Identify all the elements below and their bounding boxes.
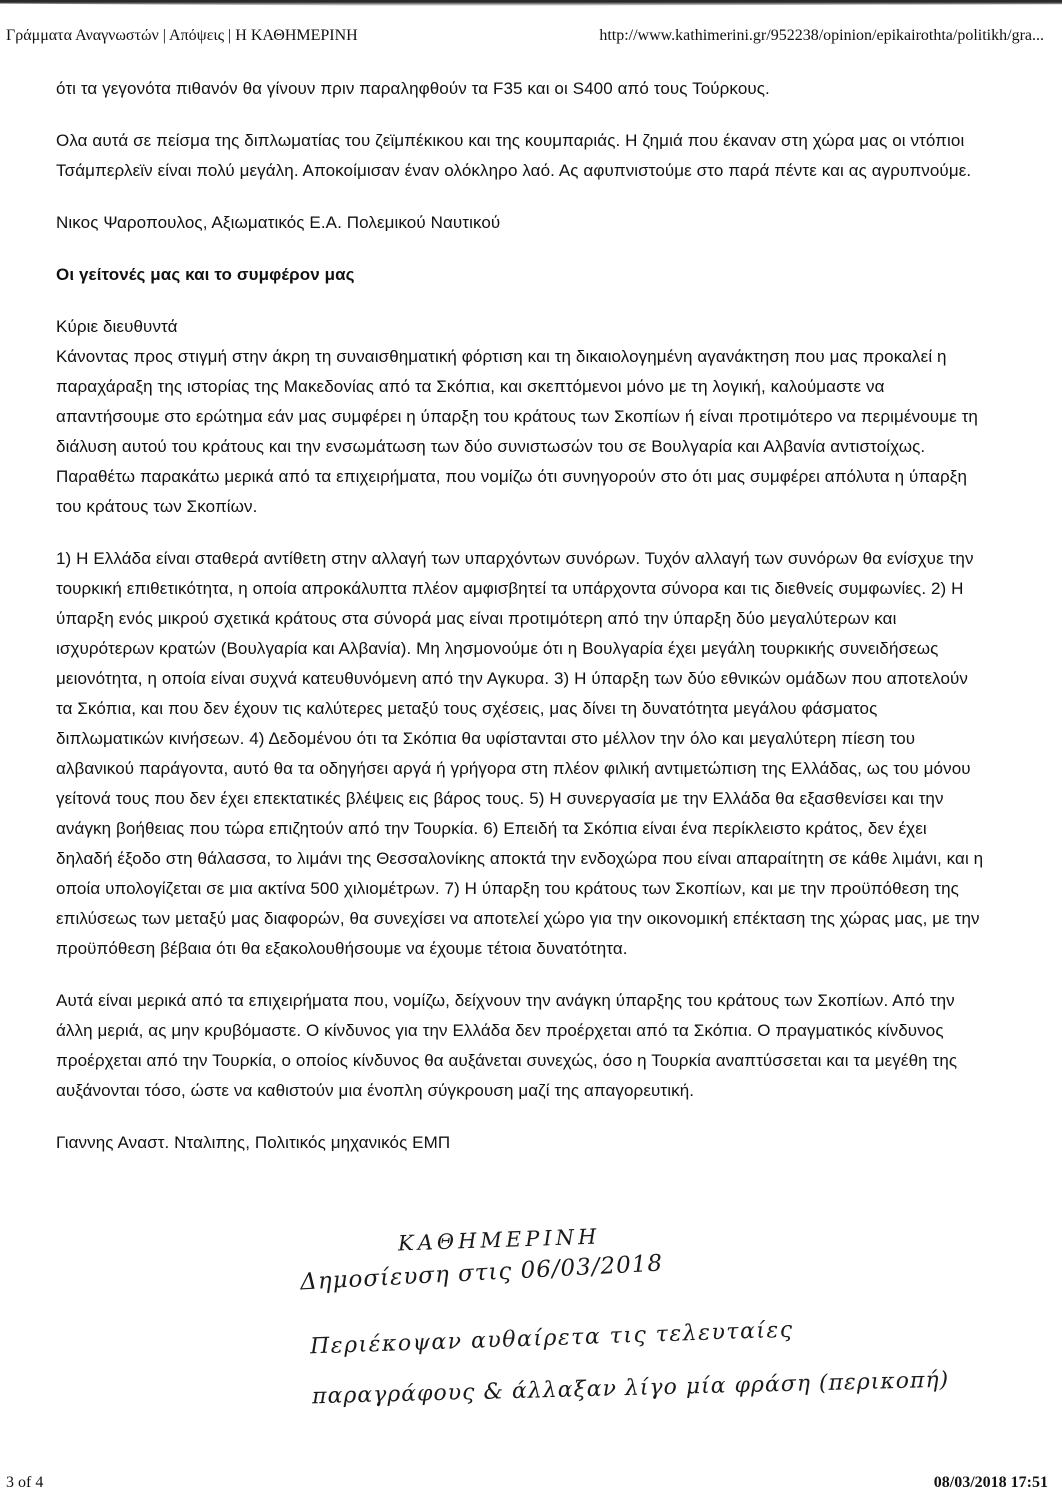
handwritten-comment-line-2: παραγράφους & άλλαξαν λίγο μία φράση (περικοπή) [311,1367,950,1410]
letter2-heading: Οι γείτονές μας και το συμφέρον μας [56,265,355,284]
letter2-paragraph-3: Αυτά είναι μερικά από τα επιχειρήματα που, νομίζω, δείχνουν την ανάγκη ύπαρξης του κράτους των Σκοπίων. Από την άλλη μεριά, ας μην κρυβόμαστε. Ο κίνδυνος για την Ελλάδα δεν προέρχεται από τα Σκόπια. Ο πραγματικός κίνδυνος προέρχεται από την Τουρκία, ο οποίος κίνδυνος θα αυξάνεται συνεχώς, όσο η Τουρκία αναπτύσσεται και τα μεγέθη της αυξάνονται τόσο, ώστε να καθιστούν μια ένοπλη σύγκρουση μαζί της απαγορευτική. [56,991,958,1100]
handwritten-publication-date: Δημοσίευση στις 06/03/2018 [299,1250,664,1296]
document-title: Γράμματα Αναγνωστών | Απόψεις | Η ΚΑΘΗΜΕΡΙΝΗ [6,27,358,44]
letter2-salutation: Κύριε διευθυντά [56,317,178,336]
letter2-paragraph-2: 1) Η Ελλάδα είναι σταθερά αντίθετη στην αλλαγή των υπαρχόντων συνόρων. Τυχόν αλλαγή των συνόρων θα ενίσχυε την τουρκική επιθετικότητα, η οποία απροκάλυπτα πλέον αμφισβητεί τα υπάρχοντα σύνορα και τις διεθνείς συμφωνίες. 2) Η ύπαρξη ενός μικρού σχετικά κράτους στα σύνορά μας είναι προτιμότερη από την ύπαρξη δύο μεγαλύτερων και ισχυρότερων κρατών (Βουλγαρία και Αλβανία). Μη λησμονούμε ότι η Βουλγαρία έχει μεγάλη τουρκικής συνειδήσεως μειονότητα, η οποία είναι συχνά κατευθυνόμενη από την Αγκυρα. 3) Η ύπαρξη των δύο εθνικών ομάδων που αποτελούν τα Σκόπια, και που δεν έχουν τις καλύτερες μεταξύ τους σχέσεις, μας δίνει τη δυνατότητα μεγάλου φάσματος διπλωματικών κινήσεων. 4) Δεδομένου ότι τα Σκόπια θα υφίστανται στο μέλλον την όλο και μεγαλύτερη πίεση του αλβανικού παράγοντα, αυτό θα τα οδηγήσει αργά ή γρήγορα στη πλέον φιλική αντιμετώπιση της Ελλάδας, ως του μόνου γείτονά τους που δεν έχει επεκτατικές βλέψεις εις βάρος τους. 5) Η συνεργασία με την Ελλάδα θα εξασθενίσει και την ανάγκη βοήθειας που τώρα επιζητούν από την Τουρκία. 6) Επειδή τα Σκόπια είναι ένα περίκλειστο κράτος, δεν έχει δηλαδή έξοδο στη θάλασσα, το λιμάνι της Θεσσαλονίκης αποκτά την ενδοχώρα που είναι απαραίτητη σε κάθε λιμάνι, και η οποία υπολογίζεται σε μια ακτίνα 500 χιλιομέτρων. 7) Η ύπαρξη του κράτους των Σκοπίων, και με την προϋπόθεση της επιλύσεως των μεταξύ μας διαφορών, θα συνεχίσει να αποτελεί χώρο για την οικονομική επέκταση της χώρας μας, με την προϋπόθεση βέβαια ότι θα εξακολουθήσουμε να έχουμε τέτοια δυνατότητα. [56,549,984,958]
print-header [6,27,1056,51]
scan-edge-line [0,0,1062,6]
print-timestamp: 08/03/2018 17:51 [933,1474,1048,1491]
handwritten-comment-line-1: Περιέκοψαν αυθαίρετα τις τελευταίες [309,1317,795,1360]
print-footer [6,1474,1056,1496]
letter2-paragraph-1: Κάνοντας προς στιγμή στην άκρη τη συναισθηματική φόρτιση και τη δικαιολογημένη αγανάκτηση που μας προκαλεί η παραχάραξη της ιστορίας της Μακεδονίας από τα Σκόπια, και σκεπτόμενοι μόνο με τη λογική, καλούμαστε να απαντήσουμε στο ερώτημα εάν μας συμφέρει η ύπαρξη του κράτους των Σκοπίων ή είναι προτιμότερο να περιμένουμε τη διάλυση αυτού του κράτους και την ενσωμάτωση των δύο συνιστωσών του σε Βουλγαρία και Αλβανία αντιστοίχως. Παραθέτω παρακάτω μερικά από τα επιχειρήματα, που νομίζω ότι συνηγορούν στο ότι μας συμφέρει απόλυτα η ύπαρξη του κράτους των Σκοπίων. [56,347,978,516]
document-url: http://www.kathimerini.gr/952238/opinion/epikairothta/politikh/gra... [599,27,1044,44]
letter1-paragraph-1: ότι τα γεγονότα πιθανόν θα γίνουν πριν παραληφθούν τα F35 και οι S400 από τους Τούρκους. [56,79,770,98]
article-body [56,74,986,1180]
letter1-paragraph-2: Ολα αυτά σε πείσμα της διπλωματίας του ζεϊμπέκικου και της κουμπαριάς. Η ζημιά που έκαναν στη χώρα μας οι ντόπιοι Τσάμπερλεϊν είναι πολύ μεγάλη. Αποκοίμισαν έναν ολόκληρο λαό. Ας αφυπνιστούμε στο παρά πέντε και ας αγρυπνούμε. [56,131,972,180]
letter1-signature: Νικος Ψαροπουλος, Αξιωματικός Ε.Α. Πολεμικού Ναυτικού [56,213,501,232]
handwritten-note [299,1224,960,1428]
page-count: 3 of 4 [6,1474,44,1491]
handwritten-newspaper-name: ΚΑΘΗΜΕΡΙΝΗ [397,1224,601,1256]
letter2-signature: Γιαννης Αναστ. Νταλιπης, Πολιτικός μηχανικός ΕΜΠ [56,1133,451,1152]
